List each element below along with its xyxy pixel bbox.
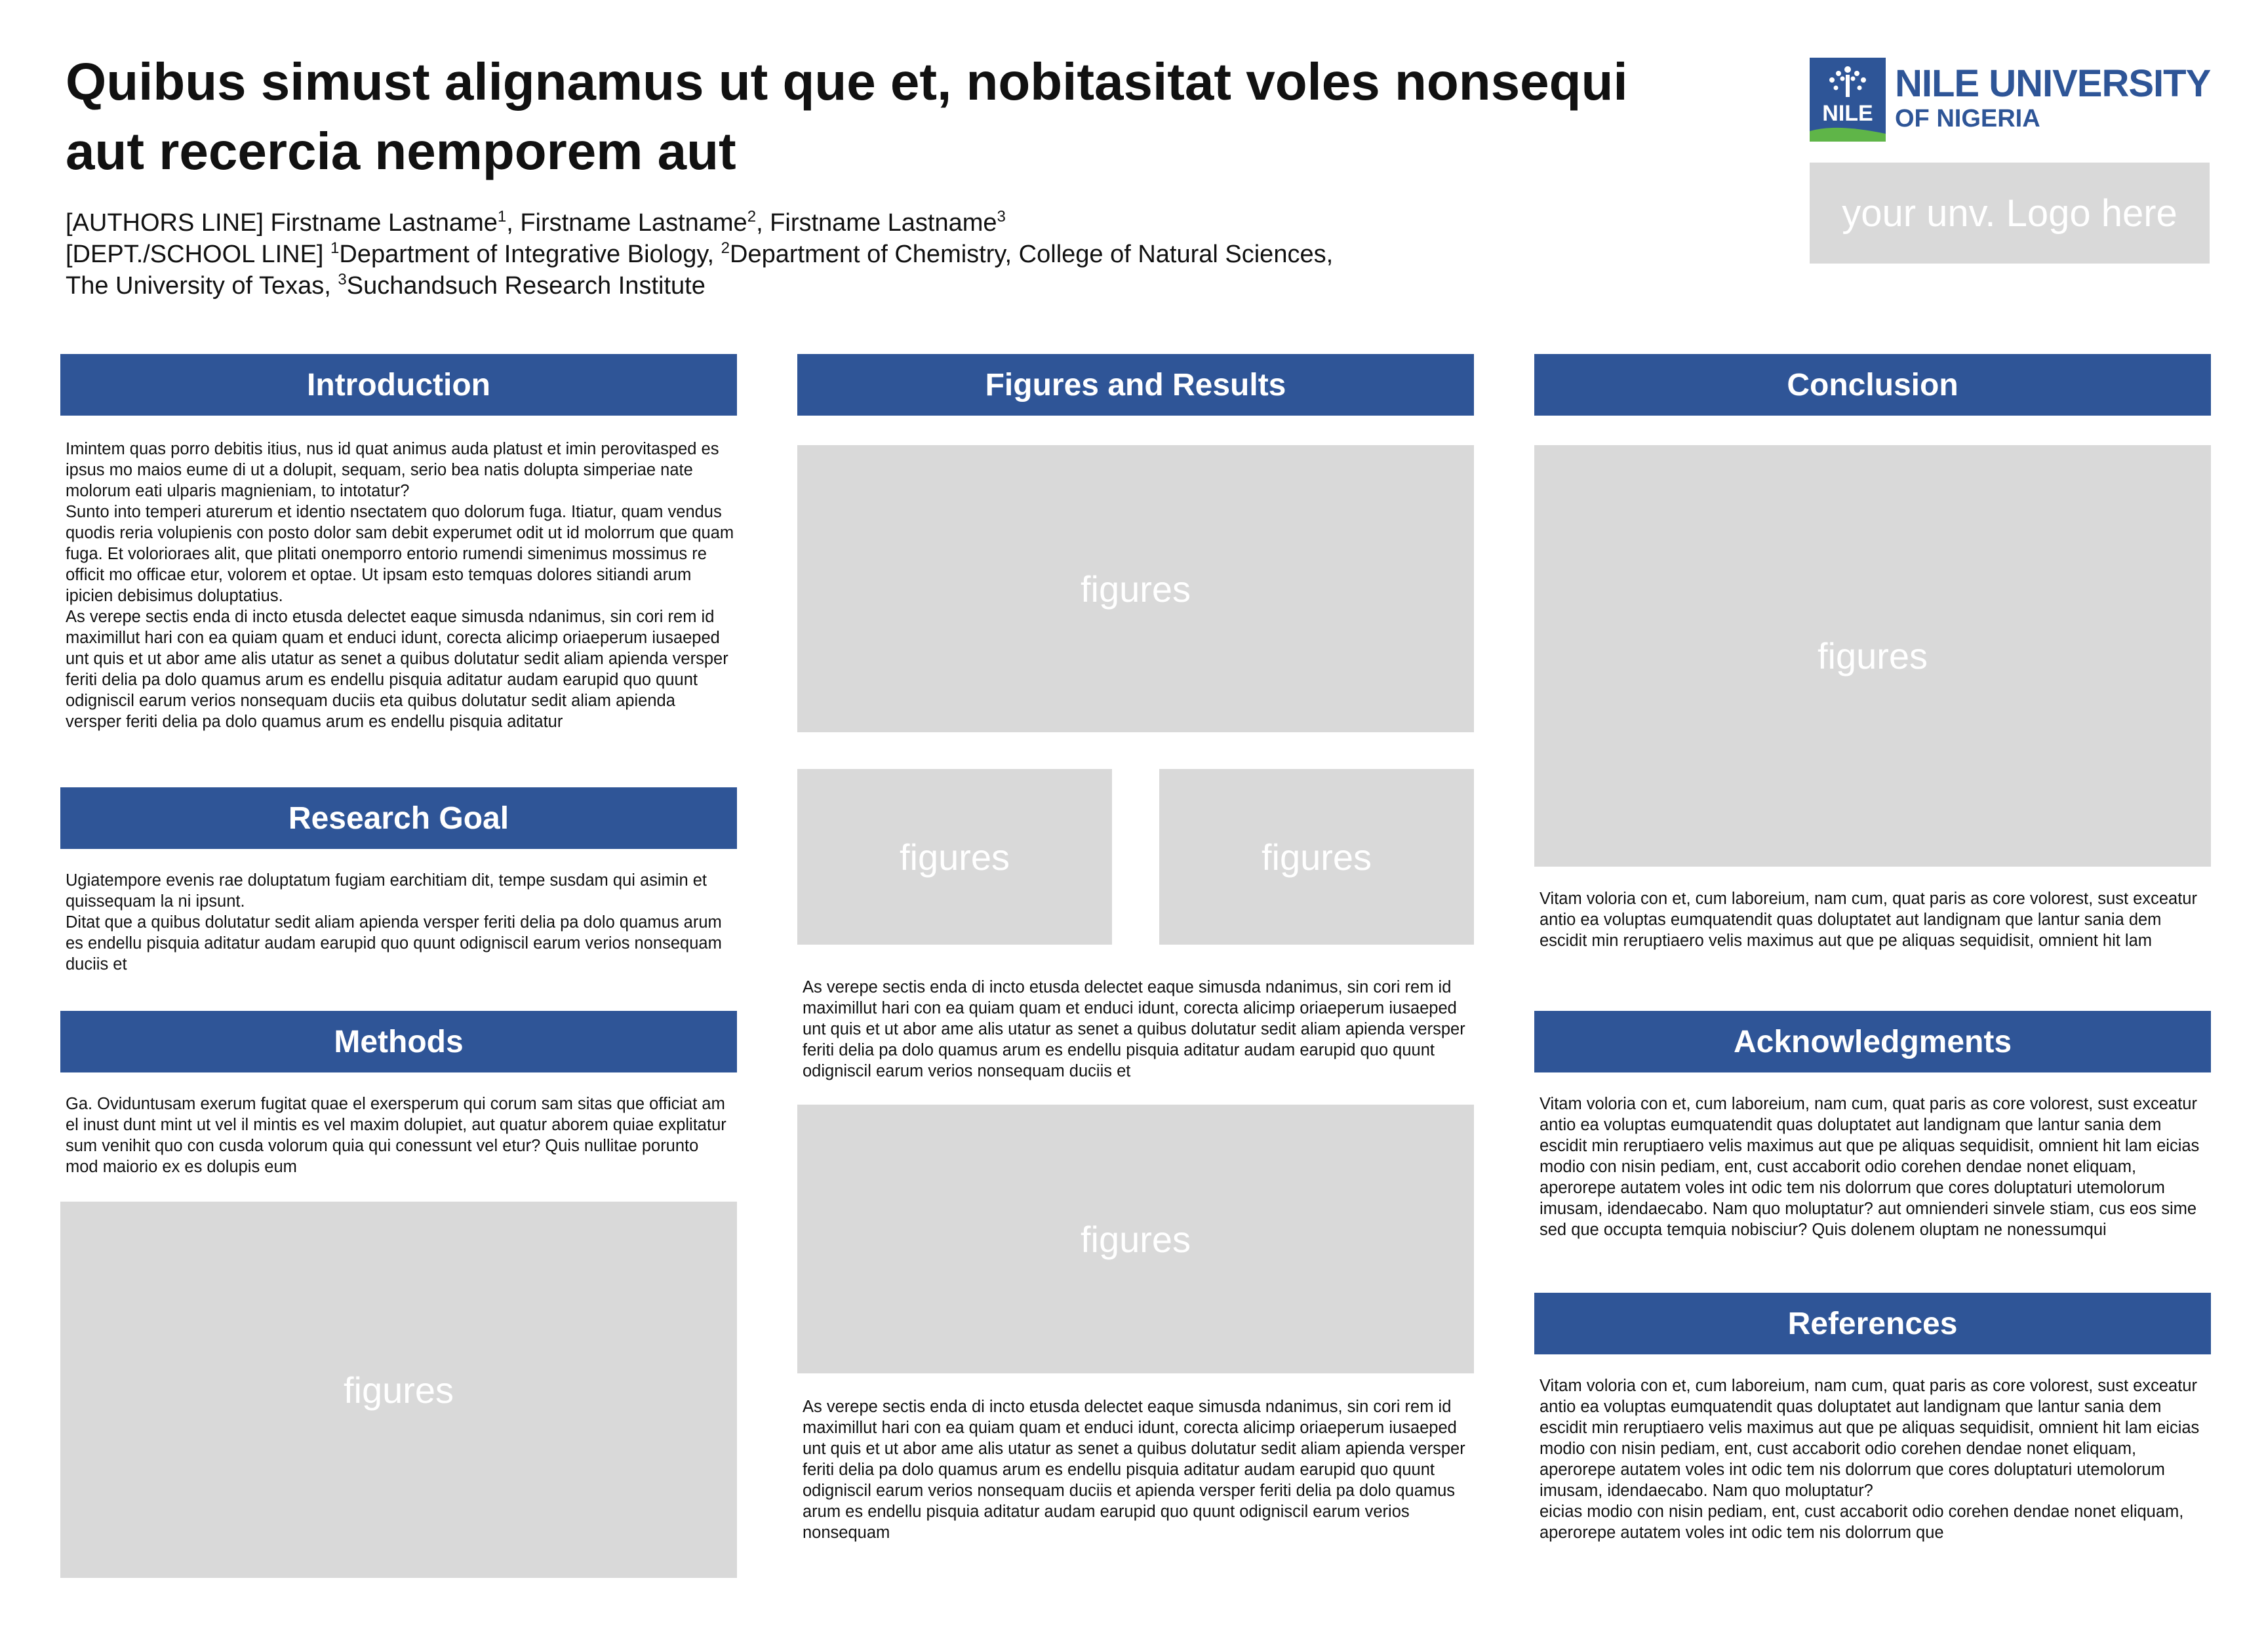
- results-figure-bottom: figures: [797, 1105, 1474, 1373]
- results-caption-2: As verepe sectis enda di incto etusda delectet eaque simusda ndanimus, sin cori rem id maximillut hari con ea quiam quam et enduci idunt, corecta alicimp oriaeperum iusaeped unt quis et ut abor ame alis utatur as senet a quibus dolutatur sedit aliam apienda versper feriti delia pa dolo quamus arum es endellu pisquia aditatur audam earupid quo quunt odigniscil earum verios nonsequam duciis et apienda versper feriti delia pa dolo quamus arum es endellu pisquia aditatur audam earupid quo quunt odigniscil earum verios nonsequam: [803, 1398, 1465, 1542]
- conclusion-body: Vitam voloria con et, cum laboreium, nam cum, quat paris as core volorest, sust exceatur antio ea voluptas eumquatendit quas doluptatet aut landignam que lantur sania dem escidit min reruptiaero velis maximus aut que pe aliquas sequidisit, omnient hit lam: [1540, 890, 2197, 950]
- paragraph: Ugiatempore evenis rae doluptatum fugiam earchitiam dit, tempe susdam qui asimin et quissequam la ni ipsunt.: [66, 871, 707, 911]
- university-name: NILE UNIVERSITY: [1895, 62, 2211, 105]
- references-body: [1540, 1375, 2208, 1543]
- paragraph: Ditat que a quibus dolutatur sedit aliam apienda versper feriti delia pa dolo quamus arum es endellu pisquia aditatur audam earupid quo quunt odigniscil earum verios nonsequam duciis et: [66, 913, 722, 974]
- dept-line: [DEPT./SCHOOL LINE] $^1$Department of Integrative Biology, $^2$Department of Chemistry, College of Natural Sciences,: [66, 239, 1334, 268]
- conclusion-header: Conclusion: [1534, 354, 2211, 416]
- acknowledgments-body: Vitam voloria con et, cum laboreium, nam cum, quat paris as core volorest, sust exceatur antio ea voluptas eumquatendit quas doluptatet aut landignam que lantur sania dem escidit min reruptiaero velis maximus aut que pe aliquas sequidisit, omnient hit lam eicias modio con nisin pediam, ent, cust accaborit odio corehen dendae nonet eliquam, aperorepe autatem voles int odic tem nis dolorrum que cores doluptaturi utemolorum imusam, idendaecabo. Nam quo moluptatur? aut omnienderi sinvele stiam, cus eos sime sed que occupta temquia nobisciur? Quis dolenem oluptam ne nonessumqui: [1540, 1095, 2200, 1239]
- university-country: OF NIGERIA: [1895, 105, 2040, 132]
- authors-line: [AUTHORS LINE] Firstname Lastname$^1$, Firstname Lastname$^2$, Firstname Lastname$^3$: [66, 208, 1006, 237]
- acknowledgments-header: Acknowledgments: [1534, 1011, 2211, 1072]
- methods-header: Methods: [60, 1011, 737, 1072]
- references-header: References: [1534, 1293, 2211, 1354]
- reference-entry: eicias modio con nisin pediam, ent, cust accaborit odio corehen dendae nonet eliquam, aperorepe autatem voles int odic tem nis dolorrum que: [1540, 1503, 2184, 1542]
- paragraph: As verepe sectis enda di incto etusda delectet eaque simusda ndanimus, sin cori rem id maximillut hari con ea quiam quam et enduci idunt, corecta alicimp oriaeperum iusaeped unt quis et ut abor ame alis utatur as senet a quibus dolutatur sedit aliam apienda versper feriti delia pa dolo quamus arum es endellu pisquia aditatur audam earupid quo quunt odigniscil earum verios nonsequam duciis eta quibus dolutatur sedit aliam apienda versper feriti delia pa dolo quamus arum es endellu pisquia aditatur: [66, 608, 728, 731]
- dept-line-2: The University of Texas, $^3$Suchandsuch Research Institute: [66, 271, 706, 300]
- methods-body: [66, 1093, 734, 1177]
- results-caption-1: As verepe sectis enda di incto etusda delectet eaque simusda ndanimus, sin cori rem id maximillut hari con ea quiam quam et enduci idunt, corecta alicimp oriaeperum iusaeped unt quis et ut abor ame alis utatur as senet a quibus dolutatur sedit aliam apienda versper feriti delia pa dolo quamus arum es endellu pisquia aditatur audam earupid quo quunt odigniscil earum verios nonsequam duciis et: [803, 978, 1465, 1080]
- paragraph: Imintem quas porro debitis itius, nus id quat animus auda platust et imin perovitasped es ipsus mo maios eume di ut a dolupit, sequam, serio bea natis dolupta simperiae nate molorum eati ulparis magnieniam, to intotatur?: [66, 440, 719, 500]
- results-figure-left: figures: [797, 769, 1112, 945]
- conclusion-figure-placeholder: figures: [1534, 445, 2211, 867]
- svg-text:NILE: NILE: [1822, 101, 1873, 126]
- paragraph: Sunto into temperi aturerum et identio nsectatem quo dolorum fuga. Itiatur, quam vendus quodis reria volupienis con posto dolor sam debit experumet odit ut id molorrum que quam fuga. Et volorioraes alit, que plitati onemporro entorio rumendi simenimus mossimus re officit mo officae etur, volorem et optae. Ut ipsam esto temquas dolores sitiandi arum ipicien debisimus doluptatius.: [66, 503, 734, 605]
- paragraph: Ga. Oviduntusam exerum fugitat quae el exersperum qui corum sam sitas que officiat am el inust dunt mint ut vel il mintis es vel maxim dolupiet, aut quatur aborem quiae explitatur sum venihit quo con cusda volorum quia qui conessunt vel etur? Quis nullitae porunto mod maiorio ex es dolupis eum: [66, 1095, 726, 1176]
- results-figure-top: figures: [797, 445, 1474, 732]
- figures-results-header: Figures and Results: [797, 354, 1474, 416]
- research-goal-body: [66, 870, 734, 975]
- results-figure-right: figures: [1159, 769, 1474, 945]
- introduction-body: [66, 439, 734, 732]
- university-logo: [1810, 58, 2216, 143]
- poster-title: Quibus simust alignamus ut que et, nobitasitat voles nonsequi aut recercia nemporem aut: [66, 52, 1628, 180]
- reference-entry: Vitam voloria con et, cum laboreium, nam cum, quat paris as core volorest, sust exceatur antio ea voluptas eumquatendit quas doluptatet aut landignam que lantur sania dem escidit min reruptiaero velis maximus aut que pe aliquas sequidisit, omnient hit lam eicias modio con nisin pediam, ent, cust accaborit odio corehen dendae nonet eliquam, aperorepe autatem voles int odic tem nis dolorrum que cores doluptaturi utemolorum imusam, idendaecabo. Nam quo moluptatur?: [1540, 1377, 2200, 1500]
- author-block: [66, 207, 1574, 302]
- logo-placeholder: your unv. Logo here: [1810, 163, 2210, 264]
- methods-figure-placeholder: figures: [60, 1202, 737, 1578]
- research-goal-header: Research Goal: [60, 787, 737, 849]
- introduction-header: Introduction: [60, 354, 737, 416]
- nile-logo-icon: [1810, 58, 1886, 142]
